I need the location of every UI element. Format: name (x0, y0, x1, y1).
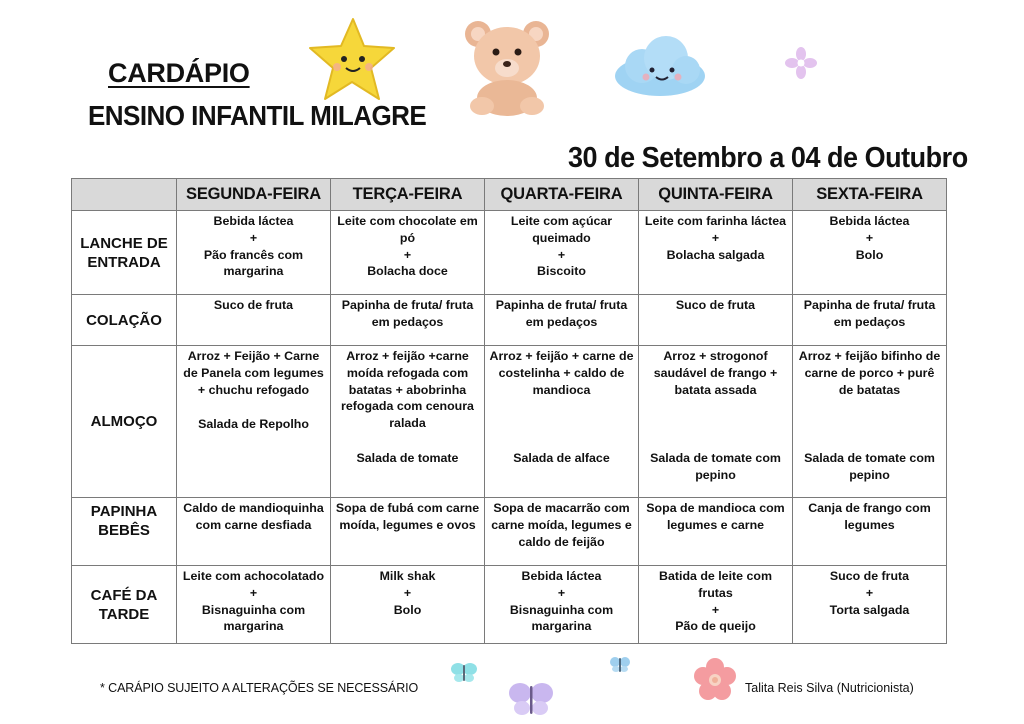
menu-cell-text: Sopa de mandioca com legumes e carne (646, 501, 785, 532)
menu-cell (485, 498, 639, 566)
menu-cell-text: Leite com farinha láctea + Bolacha salgada (644, 214, 787, 262)
menu-cell (177, 295, 331, 346)
menu-cell (485, 295, 639, 346)
menu-table (71, 178, 947, 644)
menu-cell (639, 498, 793, 566)
menu-cell (793, 211, 947, 295)
menu-cell (331, 295, 485, 346)
meal-label: CAFÉ DA TARDE (72, 566, 177, 644)
menu-cell (639, 566, 793, 644)
menu-cell-text: Leite com açúcar queimado + Biscoito (510, 214, 613, 279)
meal-row-colacao (72, 295, 947, 346)
menu-cell-text: Bebida láctea + Bolo (829, 214, 910, 262)
menu-cell (331, 346, 485, 498)
menu-cell (331, 211, 485, 295)
meal-row-lanche (72, 211, 947, 295)
spacer (180, 398, 327, 416)
corner-cell (72, 179, 177, 211)
menu-cell-text: Sopa de fubá com carne moída, legumes e ovos (335, 501, 480, 532)
menu-cell (485, 211, 639, 295)
menu-cell (331, 498, 485, 566)
butterfly-icon (450, 660, 478, 686)
menu-cell-text: Bebida láctea + Bisnaguinha com margarina (509, 569, 614, 634)
butterfly-icon (609, 655, 631, 675)
lunch-main: Arroz + Feijão + Carne de Panela com legumes + chuchu refogado (183, 349, 324, 397)
menu-cell (639, 295, 793, 346)
lunch-main: Arroz + strogonof saudável de frango + batata assada (653, 349, 778, 397)
menu-cell-text: Leite com achocolatado + Bisnaguinha com margarina (182, 569, 325, 634)
meal-label: ALMOÇO (72, 346, 177, 498)
meal-row-cafe-da-tarde (72, 566, 947, 644)
day-header-monday: SEGUNDA-FEIRA (177, 179, 331, 211)
menu-cell-text: Sopa de macarrão com carne moída, legumes e caldo de feijão (491, 501, 632, 549)
date-range: 30 de Setembro a 04 de Outubro (568, 142, 968, 174)
menu-cell (793, 295, 947, 346)
menu-cell (177, 211, 331, 295)
menu-cell (793, 498, 947, 566)
meal-label: LANCHE DE ENTRADA (72, 211, 177, 295)
menu-cell-text: Canja de frango com legumes (808, 501, 931, 532)
lunch-salad: Salada de tomate com pepino (804, 451, 935, 483)
lunch-main: Arroz + feijão bifinho de carne de porco + purê de batatas (798, 349, 941, 397)
lunch-salad: Salada de Repolho (198, 417, 309, 432)
disclaimer-note: * CARÁPIO SUJEITO A ALTERAÇÕES SE NECESSÁRIO (100, 681, 419, 695)
menu-cell (485, 566, 639, 644)
nutritionist-signature: Talita Reis Silva (Nutricionista) (745, 681, 914, 695)
menu-cell (177, 346, 331, 498)
page-title: CARDÁPIO (108, 58, 250, 88)
flower-icon (693, 658, 737, 702)
menu-cell-text: Suco de fruta (675, 298, 756, 312)
lunch-salad: Salada de tomate (356, 450, 459, 465)
menu-cell (793, 346, 947, 498)
cloud-icon (610, 30, 710, 102)
meal-row-papinha (72, 498, 947, 566)
lunch-salad: Salada de tomate com pepino (650, 451, 781, 483)
menu-cell (485, 346, 639, 498)
lunch-main: Arroz + feijão +carne moída refogada com batatas + abobrinha refogada com cenoura ralada (341, 349, 474, 431)
menu-cell-text: Papinha de fruta/ fruta em pedaços (495, 298, 628, 329)
menu-cell-text: Suco de fruta + Torta salgada (829, 569, 910, 617)
menu-cell-text: Bebida láctea + Pão francês com margarina (203, 214, 304, 279)
header-row (72, 179, 947, 211)
meal-row-almoco (72, 346, 947, 498)
butterfly-icon (508, 680, 554, 720)
day-header-thursday: QUINTA-FEIRA (639, 179, 793, 211)
meal-label: PAPINHA BEBÊS (72, 498, 177, 566)
menu-cell (793, 566, 947, 644)
menu-cell (177, 498, 331, 566)
menu-cell-text: Papinha de fruta/ fruta em pedaços (341, 298, 474, 329)
menu-cell (639, 346, 793, 498)
menu-cell-text: Papinha de fruta/ fruta em pedaços (803, 298, 936, 329)
menu-cell (177, 566, 331, 644)
menu-cell-text: Leite com chocolate em pó + Bolacha doce (337, 214, 478, 279)
day-header-friday: SEXTA-FEIRA (793, 179, 947, 211)
flower-icon (784, 46, 818, 80)
meal-label: COLAÇÃO (72, 295, 177, 346)
menu-cell-text: Milk shak + Bolo (379, 569, 436, 617)
menu-cell (639, 211, 793, 295)
lunch-salad: Salada de alface (513, 451, 610, 466)
teddy-bear-icon (460, 16, 554, 116)
lunch-main: Arroz + feijão + carne de costelinha + caldo de mandioca (489, 349, 634, 397)
menu-cell-text: Caldo de mandioquinha com carne desfiada (183, 501, 324, 532)
school-name: ENSINO INFANTIL MILAGRE (88, 100, 427, 131)
day-header-tuesday: TERÇA-FEIRA (331, 179, 485, 211)
menu-cell-text: Suco de fruta (213, 298, 294, 312)
day-header-wednesday: QUARTA-FEIRA (485, 179, 639, 211)
menu-cell (331, 566, 485, 644)
star-icon (306, 16, 398, 104)
menu-cell-text: Batida de leite com frutas + Pão de queijo (659, 569, 772, 634)
